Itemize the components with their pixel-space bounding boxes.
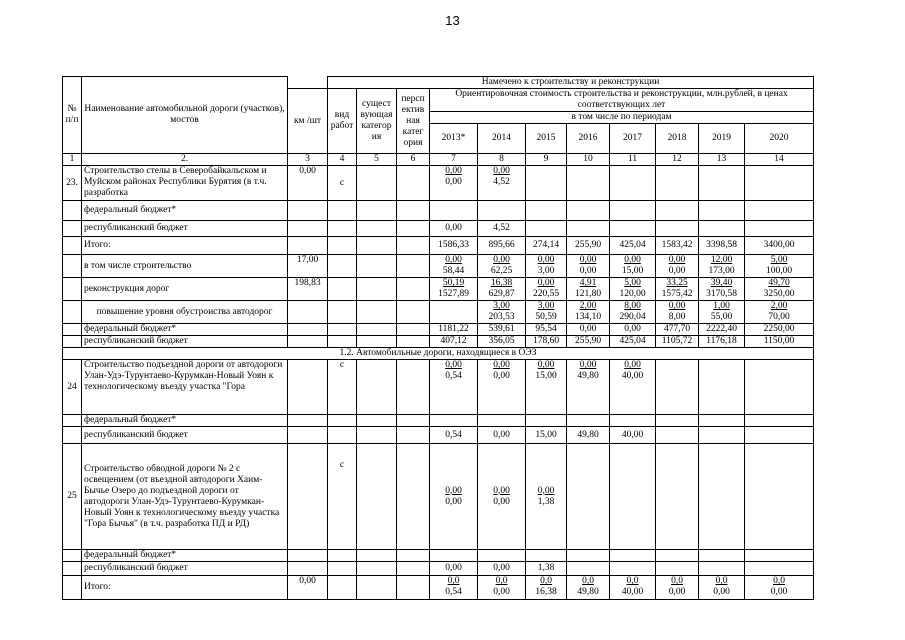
header-col-km: км /шт: [288, 89, 328, 154]
cost-value: 0,00: [537, 278, 555, 288]
work-type: с: [328, 444, 357, 550]
col-number: 3: [288, 154, 328, 166]
year-2015: 2015: [526, 124, 567, 154]
cost-value: 1176,18: [699, 336, 745, 348]
cost-value: 0,0: [540, 576, 552, 586]
cost-value: 40,00: [610, 427, 656, 444]
col-number: 8: [478, 154, 526, 166]
table-row: [63, 201, 814, 221]
cost-value: 0,00: [493, 587, 510, 597]
cost-value: 0,00: [668, 587, 686, 597]
cost-value: 0,00: [579, 360, 597, 370]
cost-value: 0,00: [493, 360, 510, 370]
road-name: Строительство обводной дороги № 2 с освещением (от въездной автодороги Хаим-Бычье Озеро до подъездной дороги от автодороги Улан-Удэ-Турунтаево-Курумкан-Новый Уоян к технологическому въезду участка "Гора Бычья" (в т.ч. разработка ПД и РД): [82, 444, 288, 550]
work-type: с: [328, 360, 357, 415]
cost-value: 0,00: [430, 562, 478, 576]
cost-value: 0,00: [668, 301, 686, 311]
cost-value: 0,00: [567, 324, 610, 336]
cost-value: 0,00: [430, 221, 478, 237]
budget-label: республиканский бюджет: [82, 427, 288, 444]
cost-value: 0,00: [493, 371, 510, 381]
cost-value: 0,0: [447, 576, 460, 586]
cost-value: 0,0: [715, 576, 728, 586]
cost-value: 0,00: [537, 485, 555, 496]
row-label: в том числе строительство: [82, 255, 288, 278]
col-number: 10: [567, 154, 610, 166]
cost-value: 0,00: [445, 496, 462, 507]
cost-value: 100,00: [765, 266, 793, 276]
header-periods: в том числе по периодам: [430, 112, 814, 124]
cost-value: 255,90: [567, 336, 610, 348]
cost-value: 95,54: [526, 324, 567, 336]
cost-value: 1181,22: [430, 324, 478, 336]
cost-value: 33,25: [666, 278, 688, 288]
cost-value: 40,00: [621, 371, 644, 381]
cost-value: 3,00: [493, 301, 510, 311]
row-label: повышение уровня обустроиства автодорог: [82, 301, 288, 324]
cost-value: 356,05: [478, 336, 526, 348]
year-2019: 2019: [699, 124, 745, 154]
road-name: Строительство стелы в Северобайкальском и Муйском районах Республики Бурятия (в т.ч. разработка: [82, 166, 288, 201]
cost-value: 407,12: [430, 336, 478, 348]
table-row: [63, 415, 814, 427]
year-2017: 2017: [610, 124, 656, 154]
cost-value: 15,00: [621, 266, 644, 276]
budget-label: федеральный бюджет*: [82, 415, 288, 427]
cost-value: 0,00: [624, 255, 641, 265]
col-number: 9: [526, 154, 567, 166]
col-number: 14: [745, 154, 814, 166]
header-col-exist: сущест вующая категор ия: [357, 89, 397, 154]
cost-value: 0,00: [668, 255, 686, 265]
total-label: Итого:: [82, 237, 288, 255]
cost-value: 49,70: [768, 278, 790, 288]
cost-value: 0,00: [478, 562, 526, 576]
cost-value: 0,00: [770, 587, 788, 597]
cost-value: 290,04: [619, 312, 646, 322]
work-type: с: [328, 166, 357, 201]
cost-value: 50,59: [535, 312, 557, 322]
cost-value: 1575,42: [661, 289, 693, 299]
budget-label: федеральный бюджет*: [82, 201, 288, 221]
cost-value: 49,80: [567, 427, 610, 444]
cost-value: 1,00: [713, 301, 730, 311]
cost-value: 0,00: [445, 166, 462, 176]
cost-value: 0,00: [579, 266, 597, 276]
header-col-name: Наименование автомобильной дороги (участков), мостов: [82, 77, 288, 154]
cost-value: 0,00: [493, 255, 510, 265]
table-row: [63, 427, 814, 444]
budget-label: республиканский бюджет: [82, 562, 288, 576]
table-row: [63, 550, 814, 562]
row-number: 24: [63, 360, 82, 415]
col-number: 5: [357, 154, 397, 166]
section-title: 1.2. Автомобильные дороги, находящиеся в ОЭЗ: [63, 348, 814, 360]
cost-value: 0,00: [713, 587, 730, 597]
table-row: [63, 255, 814, 278]
cost-value: 1,38: [537, 496, 555, 507]
year-2016: 2016: [567, 124, 610, 154]
cost-value: 16,38: [490, 278, 513, 288]
col-number: 6: [397, 154, 430, 166]
cost-value: 0,54: [445, 587, 462, 597]
table-row: [63, 237, 814, 255]
road-name: Строительство подъездной дороги от автодороги Улан-Удэ-Турунтаево-Курумкан-Новый Уоян к технологическому въезду участка "Гора: [82, 360, 288, 415]
header-col-persp: персп ектив ная катег ория: [397, 89, 430, 154]
km-value: 198,83: [288, 278, 328, 301]
cost-value: 39,40: [710, 278, 733, 288]
table-row: [63, 278, 814, 301]
cost-value: 425,04: [610, 336, 656, 348]
cost-value: 173,00: [708, 266, 735, 276]
cost-value: 55,00: [710, 312, 733, 322]
cost-value: 12,00: [710, 255, 733, 265]
cost-value: 4,52: [478, 221, 526, 237]
col-number: 4: [328, 154, 357, 166]
cost-value: 0,0: [495, 576, 508, 586]
cost-value: 120,00: [619, 289, 646, 299]
cost-value: 49,80: [577, 371, 599, 381]
row-number: 23.: [63, 166, 82, 201]
cost-value: 0,00: [537, 360, 555, 370]
year-2018: 2018: [656, 124, 699, 154]
cost-value: 0,00: [610, 324, 656, 336]
cost-value: 0,00: [445, 360, 462, 370]
cost-value: 1150,00: [745, 336, 814, 348]
cost-value: 4,52: [493, 177, 510, 187]
cost-value: 1586,33: [430, 237, 478, 255]
cost-value: 895,66: [478, 237, 526, 255]
row-label: реконструкция дорог: [82, 278, 288, 301]
table-row: [63, 562, 814, 576]
budget-label: федеральный бюджет*: [82, 324, 288, 336]
cost-value: 8,00: [668, 312, 686, 322]
cost-value: 40,00: [621, 587, 644, 597]
year-2020: 2020: [745, 124, 814, 154]
cost-value: 1583,42: [656, 237, 699, 255]
cost-value: 0,00: [668, 266, 686, 276]
cost-value: 1,38: [526, 562, 567, 576]
header-col-no: № п/п: [63, 77, 82, 154]
cost-value: 3170,58: [706, 289, 737, 299]
cost-value: 2250,00: [745, 324, 814, 336]
col-number: 11: [610, 154, 656, 166]
cost-value: 1105,72: [656, 336, 699, 348]
column-number-row: [63, 154, 814, 166]
cost-value: 0,54: [430, 427, 478, 444]
table-row: [63, 301, 814, 324]
cost-value: 0,0: [671, 576, 683, 586]
cost-value: 203,53: [488, 312, 515, 322]
table-row: [63, 336, 814, 348]
cost-value: 58,44: [442, 266, 465, 276]
cost-value: 0,00: [445, 177, 462, 187]
budget-label: республиканский бюджет: [82, 221, 288, 237]
cost-value: 3398,58: [699, 237, 745, 255]
cost-value: 274,14: [526, 237, 567, 255]
cost-value: 255,90: [567, 237, 610, 255]
header-planned: Намечено к строительству и реконструкции: [328, 77, 814, 89]
cost-value: 0,00: [537, 255, 555, 265]
cost-value: 0,00: [493, 496, 510, 507]
table-row: [63, 444, 814, 550]
col-number: 12: [656, 154, 699, 166]
cost-value: 0,00: [445, 255, 462, 265]
col-number: 2.: [82, 154, 288, 166]
cost-value: 8,00: [624, 301, 641, 311]
cost-value: 5,00: [770, 255, 788, 265]
budget-label: республиканский бюджет: [82, 336, 288, 348]
table-row: [63, 221, 814, 237]
cost-value: 121,80: [574, 289, 602, 299]
cost-value: 0,00: [493, 166, 510, 176]
cost-value: 3,00: [537, 266, 555, 276]
cost-value: 2,00: [770, 301, 788, 311]
budget-label: федеральный бюджет*: [82, 550, 288, 562]
cost-value: 0,0: [582, 576, 594, 586]
year-2013: 2013*: [430, 124, 478, 154]
cost-value: 5,00: [624, 278, 641, 288]
cost-value: 3250,00: [763, 289, 795, 299]
cost-value: 16,38: [535, 587, 557, 597]
cost-value: 0,00: [624, 360, 641, 370]
cost-value: 0,00: [478, 427, 526, 444]
header-cost: Ориентировочная стоимость строительства и реконструкции, млн.рублей, в ценах соответствующих лет: [430, 89, 814, 112]
table-row: [63, 576, 814, 600]
cost-value: 50,19: [442, 278, 465, 288]
cost-value: 0,00: [579, 255, 597, 265]
cost-value: 0,00: [493, 485, 510, 496]
total-label: Итого:: [82, 576, 288, 600]
section-row: [63, 348, 814, 360]
cost-value: 0,0: [773, 576, 785, 586]
row-number: 25: [63, 444, 82, 550]
cost-value: 62,25: [490, 266, 513, 276]
cost-value: 3,00: [537, 301, 555, 311]
cost-value: 425,04: [610, 237, 656, 255]
cost-value: 178,60: [526, 336, 567, 348]
cost-value: 539,61: [478, 324, 526, 336]
cost-value: 4,91: [579, 278, 597, 288]
cost-value: 15,00: [535, 371, 557, 381]
cost-value: 2222,40: [699, 324, 745, 336]
cost-value: 629,87: [488, 289, 515, 299]
cost-value: 0,54: [445, 371, 462, 381]
col-number: 13: [699, 154, 745, 166]
cost-value: 477,70: [656, 324, 699, 336]
cost-value: 220,55: [532, 289, 560, 299]
cost-value: 2,00: [579, 301, 597, 311]
km-value: 0,00: [288, 166, 328, 201]
col-number: 1: [63, 154, 82, 166]
cost-value: 15,00: [526, 427, 567, 444]
col-number: 7: [430, 154, 478, 166]
year-2014: 2014: [478, 124, 526, 154]
cost-value: 0,00: [445, 485, 462, 496]
km-value: 17,00: [288, 255, 328, 278]
cost-value: 49,80: [577, 587, 599, 597]
cost-value: 0,0: [626, 576, 639, 586]
cost-value: 1527,89: [438, 289, 469, 299]
table-row: [63, 166, 814, 201]
cost-value: 134,10: [574, 312, 602, 322]
cost-value: 3400,00: [745, 237, 814, 255]
header-col-vid: вид работ: [328, 89, 357, 154]
road-construction-table: [62, 76, 814, 600]
table-row: [63, 360, 814, 415]
km-value: 0,00: [288, 576, 328, 600]
table-row: [63, 324, 814, 336]
page-number: 13: [445, 13, 460, 28]
cost-value: 70,00: [768, 312, 790, 322]
